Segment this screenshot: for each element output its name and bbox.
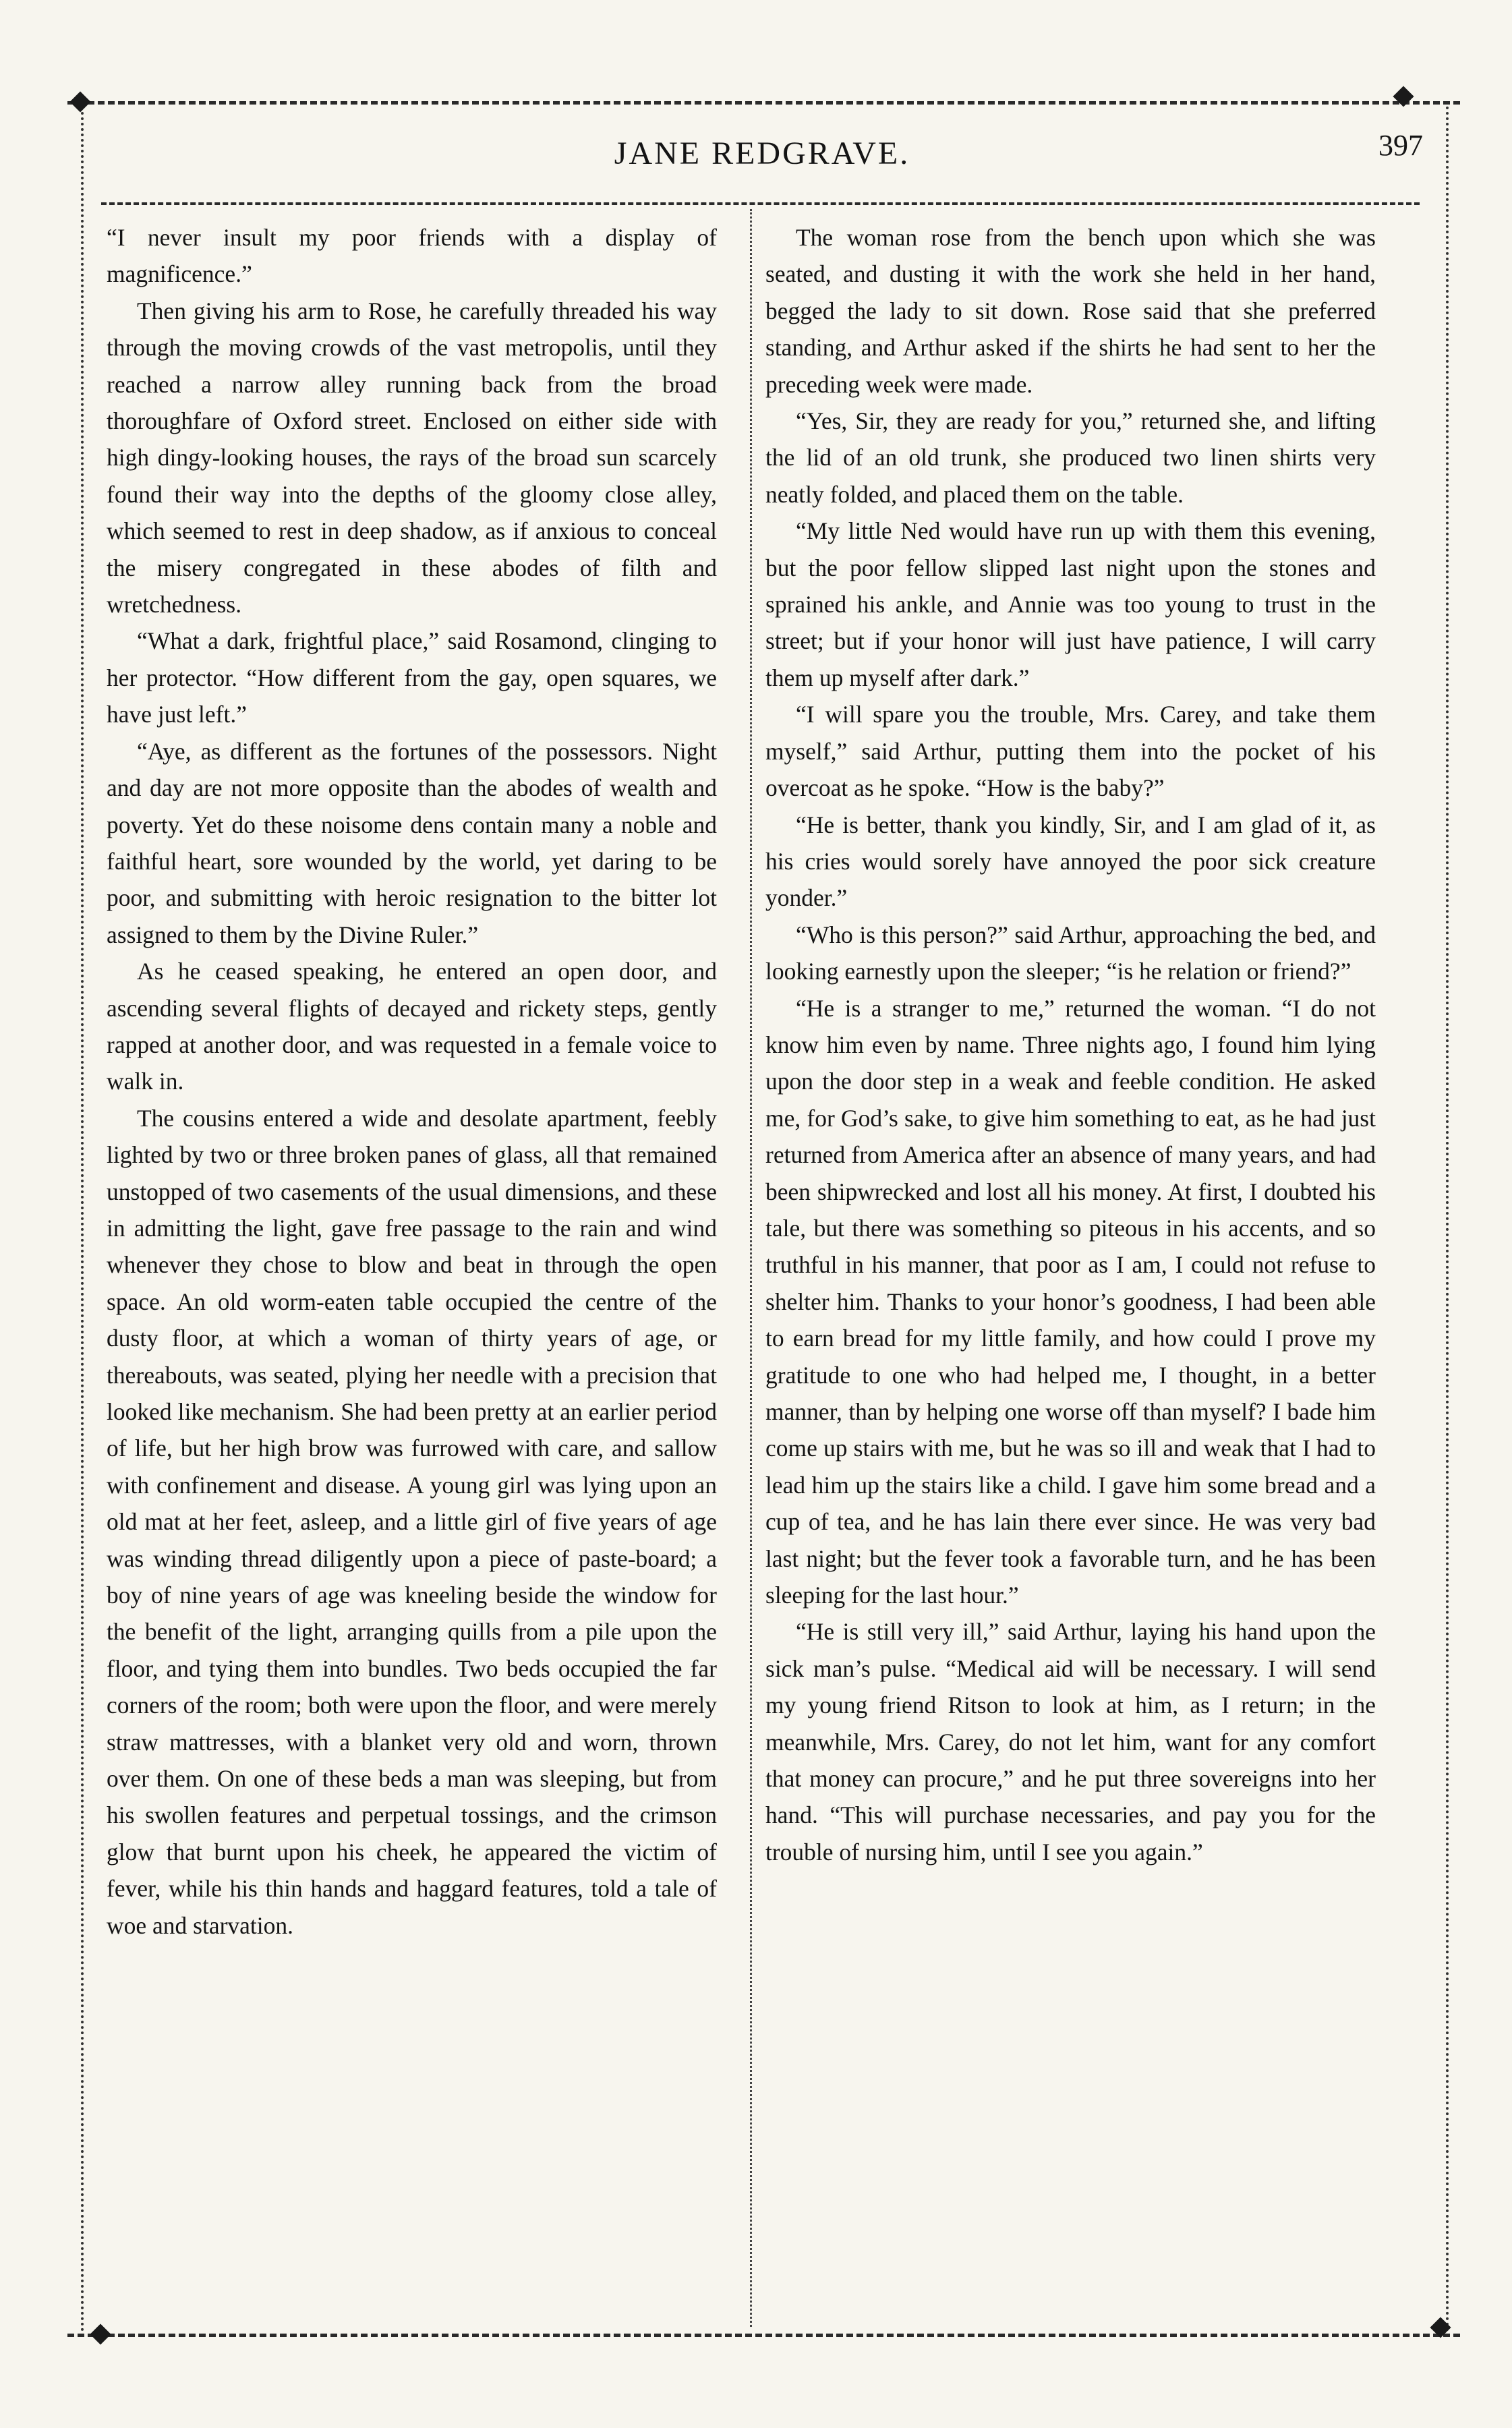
paragraph: “He is better, thank you kindly, Sir, and I am glad of it, as his cries would sorely have annoyed the poor sick creature yonder.”	[765, 811, 1376, 912]
paragraph: “He is still very ill,” said Arthur, laying his hand upon the sick man’s pulse. “Medical aid will be necessary. I will send my young friend Ritson to look at him, as I return; in the meanwhile, Mrs. Carey, do not let him, want for any comfort that money can procure,” and he put three sovereigns into her hand. “This will purchase necessaries, and pay you for the trouble of nursing him, until I see you again.”	[765, 1618, 1376, 1866]
paragraph: “Who is this person?” said Arthur, approaching the bed, and looking earnestly upon the sleeper; “is he relation or friend?”	[765, 921, 1376, 985]
right-column	[765, 219, 1376, 1870]
page-header	[101, 128, 1423, 189]
paragraph: The woman rose from the bench upon which she was seated, and dusting it with the work she held in her hand, begged the lady to sit down. Rose said that she preferred standing, and Arthur asked if the shirts he had sent to her the preceding week were made.	[765, 224, 1376, 398]
paragraph: Then giving his arm to Rose, he carefully threaded his way through the moving crowds of the vast metropolis, until they reached a narrow alley running back from the broad thoroughfare of Oxford street. Enclosed on either side with high dingy-looking houses, the rays of the broad sun scarcely found their way into the depths of the gloomy close alley, which seemed to rest in deep shadow, as if anxious to conceal the misery congregated in these abodes of filth and wretchedness.	[107, 297, 717, 618]
paragraph: The cousins entered a wide and desolate apartment, feebly lighted by two or three broken panes of glass, all that remained unstopped of two casements of the usual dimensions, and these in admitting the light, gave free passage to the rain and wind whenever they chose to blow and beat in through the open space. An old worm-eaten table occupied the centre of the dusty floor, at which a woman of thirty years of age, or thereabouts, was seated, plying her needle with a precision that looked like mechanism. She had been pretty at an earlier period of life, but her high brow was furrowed with care, and sallow with confinement and disease. A young girl was lying upon an old mat at her feet, asleep, and a little girl of five years of age was winding thread diligently upon a piece of paste-board; a boy of nine years of age was kneeling beside the window for the benefit of the light, arranging quills from a pile upon the floor, and tying them into bundles. Two beds occupied the far corners of the room; both were upon the floor, and were merely straw mattresses, with a blanket very old and worn, thrown over them. On one of these beds a man was sleeping, but from his swollen features and perpetual tossings, and the crimson glow that burnt upon his cheek, he appeared the victim of fever, while his thin hands and haggard features, told a tale of woe and starvation.	[107, 1104, 717, 1939]
column-divider	[750, 209, 752, 2327]
paragraph: “I never insult my poor friends with a display of magnificence.”	[107, 224, 717, 288]
paragraph: “Aye, as different as the fortunes of the possessors. Night and day are not more opposite than the abodes of wealth and poverty. Yet do these noisome dens contain many a noble and faithful heart, sore wounded by the world, yet daring to be poor, and submitting with heroic resignation to the bitter lot assigned to them by the Divine Ruler.”	[107, 737, 717, 948]
paragraph: “Yes, Sir, they are ready for you,” returned she, and lifting the lid of an old trunk, she produced two linen shirts very neatly folded, and placed them on the table.	[765, 407, 1376, 508]
top-border-rule	[67, 101, 1460, 105]
bottom-border-rule	[67, 2334, 1460, 2337]
paragraph: “What a dark, frightful place,” said Rosamond, clinging to her protector. “How different from the gay, open squares, we have just left.”	[107, 627, 717, 728]
paragraph: As he ceased speaking, he entered an open door, and ascending several flights of decayed and rickety steps, gently rapped at another door, and was requested in a female voice to walk in.	[107, 958, 717, 1095]
header-divider-rule	[101, 202, 1420, 205]
paragraph: “My little Ned would have run up with them this evening, but the poor fellow slipped last night upon the stones and sprained his ankle, and Annie was too young to trust in the street; but if your honor will just have patience, I will carry them up myself after dark.”	[765, 517, 1376, 691]
page-number: 397	[1378, 129, 1423, 162]
running-title: JANE REDGRAVE.	[614, 136, 910, 171]
paragraph: “He is a stranger to me,” returned the woman. “I do not know him even by name. Three nights ago, I found him lying upon the door step in a weak and feeble condition. He asked me, for God’s sake, to give him something to eat, as he had just returned from America after an absence of many years, and had been shipwrecked and lost all his money. At first, I doubted his tale, but there was something so piteous in his accents, and so truthful in his manner, that poor as I am, I could not refuse to shelter him. Thanks to your honor’s goodness, I had been able to earn bread for my little family, and how could I prove my gratitude to one who had helped me, I thought, in a better manner, than by helping one worse off than myself? I bade him come up stairs with me, but he was so ill and weak that I had to lead him up the stairs like a child. I gave him some bread and a cup of tea, and he has lain there ever since. He was very bad last night; but the fever took a favorable turn, and he has been sleeping for the last hour.”	[765, 994, 1376, 1609]
left-column	[107, 219, 717, 1944]
paragraph: “I will spare you the trouble, Mrs. Carey, and take them myself,” said Arthur, putting them into the pocket of his overcoat as he spoke. “How is the baby?”	[765, 701, 1376, 802]
